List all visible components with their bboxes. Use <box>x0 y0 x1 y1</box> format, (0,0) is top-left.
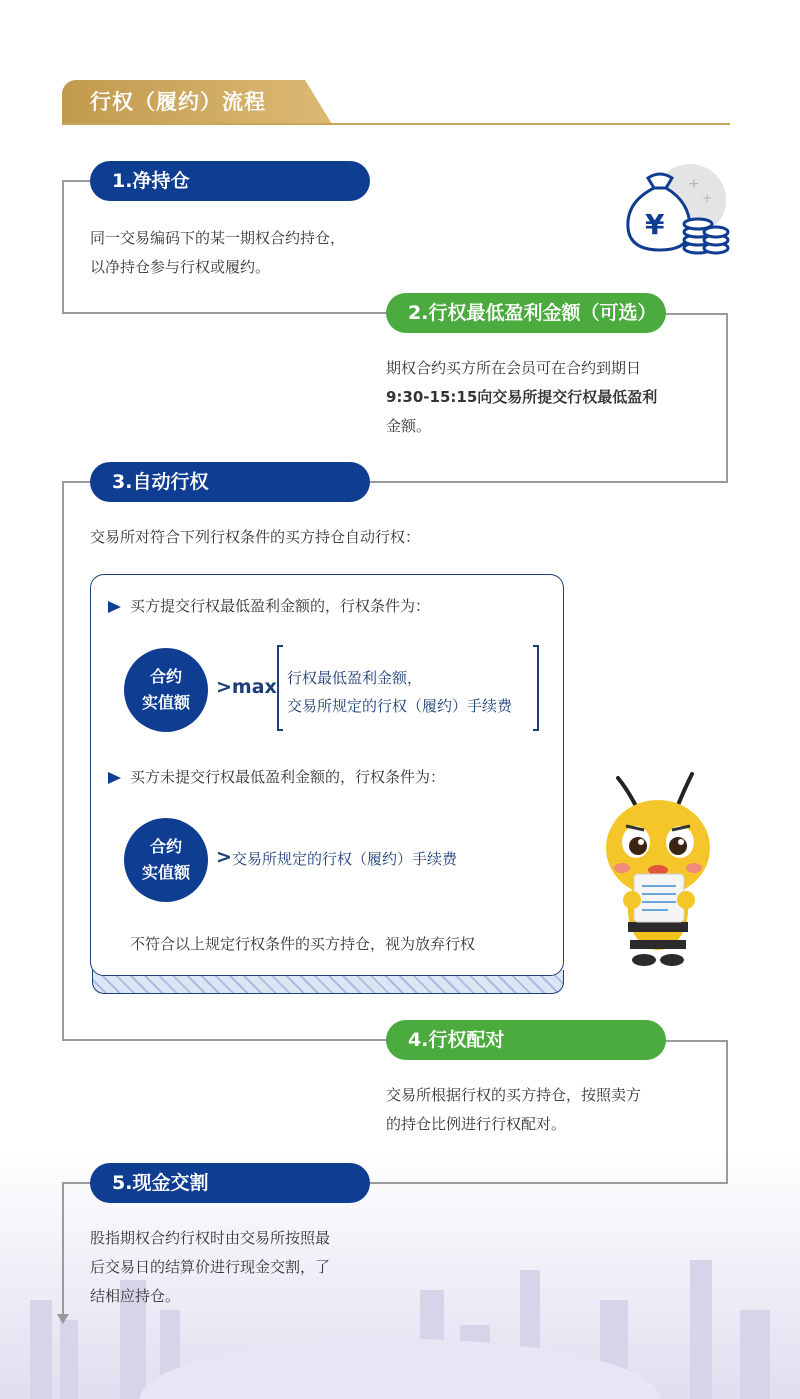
text-line: 金额。 <box>386 417 432 435</box>
right-bracket <box>532 645 540 731</box>
step-3-label: 3.自动行权 <box>90 462 370 502</box>
connector <box>726 313 728 483</box>
bracket-line: 交易所规定的行权（履约）手续费 <box>287 697 513 715</box>
case-1-heading: 买方提交行权最低盈利金额的，行权条件为： <box>130 597 431 615</box>
bullet-arrow-icon <box>108 601 121 613</box>
step-2-text <box>386 354 657 441</box>
step-5-text <box>90 1224 330 1311</box>
text-line: 9:30-15:15向交易所提交行权最低盈利 <box>386 388 658 406</box>
step-1-text <box>90 224 345 282</box>
money-bag-yen-icon <box>616 162 732 262</box>
case-1-circle <box>124 648 208 732</box>
bullet-arrow-icon <box>108 772 121 784</box>
svg-text:¥: ¥ <box>645 208 665 241</box>
condition-note: 不符合以上规定行权条件的买方持仓，视为放弃行权 <box>130 935 476 953</box>
text-line: 股指期权合约行权时由交易所按照最 <box>90 1229 331 1247</box>
header-underline <box>62 123 730 125</box>
case-2-result: 交易所规定的行权（履约）手续费 <box>232 850 458 868</box>
step-1-label: 1.净持仓 <box>90 161 370 201</box>
bracket-line: 行权最低盈利金额， <box>287 669 423 687</box>
connector <box>664 1040 728 1042</box>
text-line: 后交易日的结算价进行现金交割，了 <box>90 1258 331 1276</box>
svg-text:+: + <box>702 191 713 205</box>
svg-text:+: + <box>688 176 700 192</box>
connector <box>62 180 64 314</box>
text-line: 以净持仓参与行权或履约。 <box>90 258 271 276</box>
connector <box>726 1040 728 1184</box>
bee-mascot-icon <box>598 770 722 970</box>
step-4-text <box>386 1081 641 1139</box>
step-4-label: 4.行权配对 <box>386 1020 666 1060</box>
circle-text: 合约 <box>149 667 182 686</box>
case-1-operator: >max <box>216 676 277 698</box>
connector <box>62 481 64 1041</box>
connector <box>62 1182 64 1316</box>
text-line: 交易所根据行权的买方持仓，按照卖方 <box>386 1086 642 1104</box>
case-1-bracket-text <box>287 664 512 720</box>
circle-text: 合约 <box>149 837 182 856</box>
connector <box>62 312 388 314</box>
step-3-text: 交易所对符合下列行权条件的买方持仓自动行权： <box>90 528 421 546</box>
connector <box>370 1182 728 1184</box>
flow-end-arrow-icon <box>57 1314 69 1324</box>
connector <box>664 313 728 315</box>
text-line: 的持仓比例进行行权配对。 <box>386 1115 567 1133</box>
step-5-label: 5.现金交割 <box>90 1163 370 1203</box>
text-line: 结相应持仓。 <box>90 1287 181 1305</box>
text-line: 期权合约买方所在会员可在合约到期日 <box>386 359 642 377</box>
case-2-heading: 买方未提交行权最低盈利金额的，行权条件为： <box>130 768 446 786</box>
circle-text: 实值额 <box>141 693 190 712</box>
connector <box>62 1039 388 1041</box>
case-2-circle <box>124 818 208 902</box>
connector <box>370 481 728 483</box>
circle-text: 实值额 <box>141 863 190 882</box>
left-bracket <box>276 645 284 731</box>
case-2-operator: > <box>216 846 232 868</box>
step-2-label: 2.行权最低盈利金额（可选） <box>386 293 666 333</box>
text-line: 同一交易编码下的某一期权合约持仓， <box>90 229 346 247</box>
section-title: 行权（履约）流程 <box>90 90 266 114</box>
